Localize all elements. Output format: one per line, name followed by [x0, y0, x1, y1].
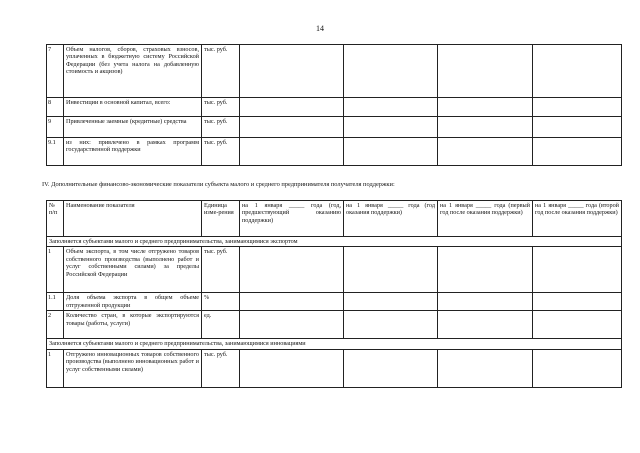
value-cell	[438, 293, 533, 311]
value-cell	[240, 117, 344, 138]
header-year-before: на 1 января _____ года (год, предшествующий оказанию поддержки)	[240, 201, 344, 237]
value-cell	[344, 349, 438, 387]
indicator-name: Объем налогов, сборов, страховых взносов, уплаченных в бюджетную систему Российской Федерации (без учета налога на добавленную стоимость и акцизов)	[64, 45, 202, 98]
value-cell	[344, 45, 438, 98]
indicator-name: Отгружено инновационных товаров собственного производства (выполнено инновационных работ и услуг собственными силами)	[64, 349, 202, 387]
header-year-after-1: на 1 января _____ года (первый год после оказания поддержки)	[438, 201, 533, 237]
value-cell	[438, 98, 533, 117]
unit: тыс. руб.	[202, 117, 240, 138]
value-cell	[533, 293, 622, 311]
indicator-name: Инвестиции в основной капитал, всего:	[64, 98, 202, 117]
indicator-name: Доля объема экспорта в общем объеме отгруженной продукции	[64, 293, 202, 311]
row-number: 9.1	[47, 138, 64, 166]
unit: ед.	[202, 311, 240, 339]
value-cell	[240, 138, 344, 166]
header-num: № п/п	[47, 201, 64, 237]
page-number: 14	[316, 24, 324, 33]
table-row	[47, 138, 622, 166]
value-cell	[240, 311, 344, 339]
value-cell	[240, 45, 344, 98]
indicator-name: из них: привлечено в рамках программ государственной поддержки	[64, 138, 202, 166]
table-row	[47, 45, 622, 98]
row-number: 7	[47, 45, 64, 98]
value-cell	[240, 349, 344, 387]
value-cell	[533, 349, 622, 387]
value-cell	[533, 311, 622, 339]
row-number: 1	[47, 349, 64, 387]
value-cell	[438, 349, 533, 387]
section-heading: IV. Дополнительные финансово-экономические показатели субъекта малого и среднего предпринимателя получателя поддержки:	[42, 181, 395, 188]
row-number: 1	[47, 247, 64, 293]
value-cell	[240, 293, 344, 311]
unit: тыс. руб.	[202, 98, 240, 117]
row-number: 1.1	[47, 293, 64, 311]
additional-indicators-table	[46, 200, 622, 388]
table-row	[47, 311, 622, 339]
row-number: 9	[47, 117, 64, 138]
table-row	[47, 117, 622, 138]
value-cell	[438, 247, 533, 293]
indicator-name: Привлеченные заемные (кредитные) средства	[64, 117, 202, 138]
value-cell	[533, 117, 622, 138]
unit: тыс. руб.	[202, 247, 240, 293]
row-number: 2	[47, 311, 64, 339]
value-cell	[344, 293, 438, 311]
unit: тыс. руб.	[202, 138, 240, 166]
group-label-row	[47, 339, 622, 349]
value-cell	[438, 138, 533, 166]
value-cell	[533, 45, 622, 98]
unit: %	[202, 293, 240, 311]
header-year-support: на 1 января _____ года (год оказания поддержки)	[344, 201, 438, 237]
unit: тыс. руб.	[202, 45, 240, 98]
value-cell	[533, 138, 622, 166]
value-cell	[438, 117, 533, 138]
table-row	[47, 98, 622, 117]
indicators-table-continued	[46, 44, 622, 166]
header-unit: Единица изме-рения	[202, 201, 240, 237]
value-cell	[240, 247, 344, 293]
indicator-name: Количество стран, в которые экспортируются товары (работы, услуги)	[64, 311, 202, 339]
value-cell	[240, 98, 344, 117]
table-row	[47, 247, 622, 293]
header-name: Наименование показателя	[64, 201, 202, 237]
value-cell	[438, 45, 533, 98]
value-cell	[533, 247, 622, 293]
table-row	[47, 349, 622, 387]
value-cell	[438, 311, 533, 339]
group-label-row	[47, 237, 622, 247]
indicator-name: Объем экспорта, в том числе отгружено товаров собственного производства (выполнено работ и услуг собственными силами) за пределы Российской Федерации	[64, 247, 202, 293]
table-header-row	[47, 201, 622, 237]
value-cell	[344, 98, 438, 117]
group-label-export: Заполняется субъектами малого и среднего предпринимательства, занимающимися экспортом	[47, 237, 622, 247]
group-label-innovation: Заполняется субъектами малого и среднего предпринимательства, занимающимися инновациями	[47, 339, 622, 349]
header-year-after-2: на 1 января _____ года (второй год после оказания поддержки)	[533, 201, 622, 237]
unit: тыс. руб.	[202, 349, 240, 387]
value-cell	[344, 311, 438, 339]
value-cell	[344, 117, 438, 138]
value-cell	[344, 138, 438, 166]
value-cell	[533, 98, 622, 117]
row-number: 8	[47, 98, 64, 117]
table-row	[47, 293, 622, 311]
value-cell	[344, 247, 438, 293]
